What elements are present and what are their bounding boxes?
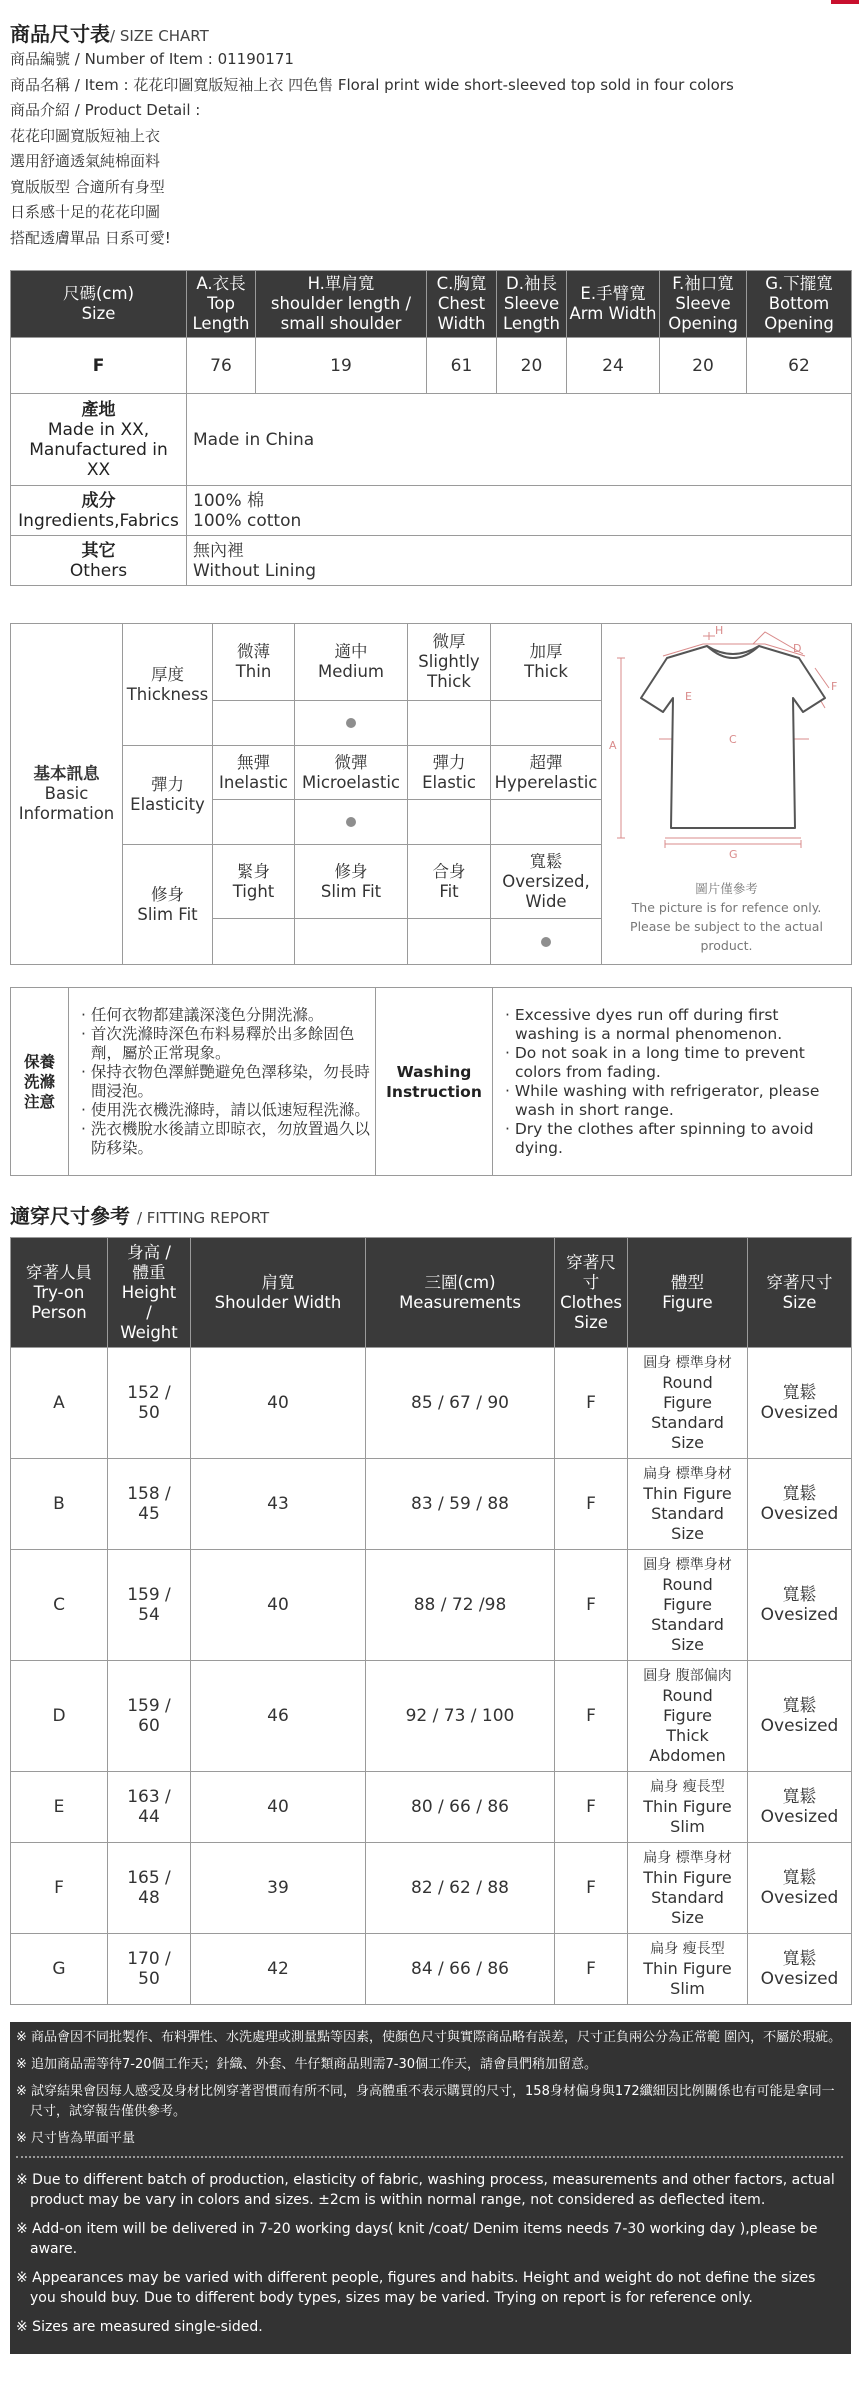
size-chart-title bbox=[10, 18, 851, 47]
clothes-size: F bbox=[555, 1661, 628, 1772]
option-fit: 合身 Fit bbox=[408, 845, 491, 919]
figure: 圓身 腹部偏肉 Round Figure Thick Abdomen bbox=[628, 1661, 748, 1772]
washing-row bbox=[11, 988, 852, 1176]
list-item: · 洗衣機脫水後請立即晾衣，勿放置過久以防移染。 bbox=[81, 1119, 370, 1157]
fit-size: 寬鬆 Ovesized bbox=[748, 1459, 852, 1550]
person-e: E bbox=[11, 1772, 108, 1843]
height-weight: 159 / 54 bbox=[108, 1550, 191, 1661]
note-en: ※ Due to different batch of production, elasticity of fabric, washing process, measurements and other factors, actual product may be vary in colors and sizes. ±2cm is within normal range, not considered as deflected item. bbox=[16, 2172, 835, 2208]
sleeve-length-value: 20 bbox=[497, 338, 567, 394]
list-item: · 任何衣物都建議深淺色分開洗滌。 bbox=[81, 1005, 324, 1024]
washing-instruction-label: Washing Instruction bbox=[376, 988, 493, 1176]
col-bottom-opening: G.下擺寬 Bottom Opening bbox=[747, 271, 852, 338]
others-row bbox=[11, 536, 852, 586]
product-detail-heading: 商品介紹 / Product Detail : bbox=[10, 101, 201, 119]
shoulder-value: 19 bbox=[256, 338, 427, 394]
person-d: D bbox=[11, 1661, 108, 1772]
notes-en bbox=[16, 2170, 843, 2337]
col-fit-size: 穿著尺寸 Size bbox=[748, 1238, 852, 1348]
option-elastic: 彈力 Elastic bbox=[408, 746, 491, 800]
height-weight: 165 / 48 bbox=[108, 1843, 191, 1934]
product-detail-line: 日系感十足的花花印圖 bbox=[10, 203, 161, 221]
title-en: / SIZE CHART bbox=[110, 27, 209, 45]
option-oversized: 寬鬆 Oversized, Wide bbox=[491, 845, 602, 919]
item-number: 商品編號 / Number of Item : 01190171 bbox=[10, 50, 294, 68]
col-shoulder: H.單肩寬 shoulder length / small shoulder bbox=[256, 271, 427, 338]
list-item: · Excessive dyes run off during first washing is a normal phenomenon. bbox=[505, 1005, 783, 1043]
diagram-label-a: A bbox=[608, 739, 617, 752]
table-row bbox=[11, 1550, 852, 1661]
clothes-size: F bbox=[555, 1348, 628, 1459]
figure: 扁身 瘦長型 Thin Figure Slim bbox=[628, 1772, 748, 1843]
table-row bbox=[11, 1348, 852, 1459]
elasticity-label: 彈力 Elasticity bbox=[123, 746, 213, 845]
shoulder-width: 40 bbox=[191, 1550, 366, 1661]
list-item: · Do not soak in a long time to prevent colors from fading. bbox=[505, 1043, 805, 1081]
arm-width-value: 24 bbox=[567, 338, 660, 394]
measurements: 83 / 59 / 88 bbox=[366, 1459, 555, 1550]
measurements: 82 / 62 / 88 bbox=[366, 1843, 555, 1934]
notes-divider bbox=[16, 2156, 843, 2158]
figure: 圓身 標準身材 Round Figure Standard Size bbox=[628, 1550, 748, 1661]
fit-size: 寬鬆 Ovesized bbox=[748, 1934, 852, 2005]
table-row bbox=[11, 1772, 852, 1843]
ingredients-value: 100% 棉 100% cotton bbox=[187, 486, 852, 536]
fit-size: 寬鬆 Ovesized bbox=[748, 1348, 852, 1459]
item-name: 商品名稱 / Item : 花花印圖寬版短袖上衣 四色售 Floral print wide short-sleeved top sold in four colors bbox=[10, 75, 734, 94]
note-cn: ※ 尺寸皆為單面平量 bbox=[16, 2131, 136, 2146]
bottom-opening-value: 62 bbox=[747, 338, 852, 394]
figure: 圓身 標準身材 Round Figure Standard Size bbox=[628, 1348, 748, 1459]
fit-size: 寬鬆 Ovesized bbox=[748, 1772, 852, 1843]
origin-value: Made in China bbox=[187, 394, 852, 486]
list-item: · 使用洗衣機洗滌時，請以低速短程洗滌。 bbox=[81, 1100, 370, 1119]
clothes-size: F bbox=[555, 1550, 628, 1661]
col-person: 穿著人員 Try-on Person bbox=[11, 1238, 108, 1348]
garment-diagram bbox=[602, 624, 852, 965]
thickness-options-row bbox=[11, 624, 852, 701]
shoulder-width: 40 bbox=[191, 1348, 366, 1459]
origin-label: 產地 Made in XX, Manufactured in XX bbox=[11, 394, 187, 486]
option-thick: 加厚 Thick bbox=[491, 624, 602, 701]
option-inelastic: 無彈 Inelastic bbox=[213, 746, 295, 800]
measurements: 80 / 66 / 86 bbox=[366, 1772, 555, 1843]
size-table-header bbox=[11, 271, 852, 338]
list-item: · 首次洗滌時深色布料易釋於出多餘固色劑，屬於正常現象。 bbox=[81, 1024, 355, 1062]
basic-info-table bbox=[10, 623, 852, 965]
col-measurements: 三圍(cm) Measurements bbox=[366, 1238, 555, 1348]
diagram-label-c: C bbox=[728, 733, 737, 746]
sleeve-opening-value: 20 bbox=[660, 338, 747, 394]
col-shoulder-width: 肩寬 Shoulder Width bbox=[191, 1238, 366, 1348]
product-detail-line: 寬版版型 合適所有身型 bbox=[10, 177, 165, 196]
slim-fit-label: 修身 Slim Fit bbox=[123, 845, 213, 965]
fitting-report-title: 適穿尺寸參考 / FITTING REPORT bbox=[10, 1204, 270, 1228]
shoulder-width: 42 bbox=[191, 1934, 366, 2005]
figure: 扁身 標準身材 Thin Figure Standard Size bbox=[628, 1843, 748, 1934]
top-length-value: 76 bbox=[187, 338, 256, 394]
shoulder-width: 43 bbox=[191, 1459, 366, 1550]
basic-info-label: 基本訊息 Basic Information bbox=[11, 624, 123, 965]
shoulder-width: 40 bbox=[191, 1772, 366, 1843]
diagram-label-f: F bbox=[830, 680, 837, 693]
note-cn: ※ 商品會因不同批製作、布料彈性、水洗處理或測量點等因素，使顏色尺寸與實際商品略有誤差，尺寸正負兩公分為正常範 圍內，不屬於瑕疵。 bbox=[16, 2030, 842, 2045]
option-thin: 微薄 Thin bbox=[213, 624, 295, 701]
size-value: F bbox=[11, 338, 187, 394]
product-header bbox=[10, 0, 851, 251]
col-size: 尺碼(cm) Size bbox=[11, 271, 187, 338]
measurements: 88 / 72 /98 bbox=[366, 1550, 555, 1661]
fit-size: 寬鬆 Ovesized bbox=[748, 1661, 852, 1772]
others-value: 無內裡 Without Lining bbox=[187, 536, 852, 586]
person-g: G bbox=[11, 1934, 108, 2005]
option-slim-fit: 修身 Slim Fit bbox=[295, 845, 408, 919]
col-chest: C.胸寬 Chest Width bbox=[427, 271, 497, 338]
height-weight: 163 / 44 bbox=[108, 1772, 191, 1843]
note-en: ※ Sizes are measured single-sided. bbox=[16, 2319, 263, 2335]
fitting-table-header bbox=[11, 1238, 852, 1348]
height-weight: 170 / 50 bbox=[108, 1934, 191, 2005]
t-shirt-diagram bbox=[603, 624, 851, 874]
note-en: ※ Appearances may be varied with different people, figures and habits. Height and weight do not define the sizes you should buy. Due to different body types, sizes may be varied. Trying on report is for reference only. bbox=[16, 2270, 816, 2306]
col-top-length: A.衣長 Top Length bbox=[187, 271, 256, 338]
height-weight: 158 / 45 bbox=[108, 1459, 191, 1550]
clothes-size: F bbox=[555, 1772, 628, 1843]
diagram-label-h: H bbox=[714, 624, 723, 637]
height-weight: 159 / 60 bbox=[108, 1661, 191, 1772]
figure: 扁身 瘦長型 Thin Figure Slim bbox=[628, 1934, 748, 2005]
measurements: 85 / 67 / 90 bbox=[366, 1348, 555, 1459]
col-figure: 體型 Figure bbox=[628, 1238, 748, 1348]
col-sleeve-length: D.袖長 Sleeve Length bbox=[497, 271, 567, 338]
list-item: · 保持衣物色澤鮮艷避免色澤移染，勿長時間浸泡。 bbox=[81, 1062, 370, 1100]
notes-panel bbox=[10, 2022, 851, 2354]
table-row bbox=[11, 1934, 852, 2005]
col-clothes-size: 穿著尺 寸 Clothes Size bbox=[555, 1238, 628, 1348]
others-label: 其它 Others bbox=[11, 536, 187, 586]
size-table bbox=[10, 270, 852, 586]
washing-label-cn: 保養 洗滌 注意 bbox=[11, 988, 69, 1176]
measurements: 92 / 73 / 100 bbox=[366, 1661, 555, 1772]
fit-size: 寬鬆 Ovesized bbox=[748, 1843, 852, 1934]
table-row bbox=[11, 1843, 852, 1934]
fit-size: 寬鬆 Ovesized bbox=[748, 1550, 852, 1661]
person-c: C bbox=[11, 1550, 108, 1661]
option-tight: 緊身 Tight bbox=[213, 845, 295, 919]
ingredients-row bbox=[11, 486, 852, 536]
table-row bbox=[11, 1459, 852, 1550]
selected-dot-icon bbox=[346, 817, 356, 827]
col-arm-width: E.手臂寬 Arm Width bbox=[567, 271, 660, 338]
person-b: B bbox=[11, 1459, 108, 1550]
washing-list-cn bbox=[69, 988, 376, 1176]
person-a: A bbox=[11, 1348, 108, 1459]
option-microelastic: 微彈 Microelastic bbox=[295, 746, 408, 800]
table-row bbox=[11, 338, 852, 394]
selected-dot-icon bbox=[346, 718, 356, 728]
measurements: 84 / 66 / 86 bbox=[366, 1934, 555, 2005]
ingredients-label: 成分 Ingredients,Fabrics bbox=[11, 486, 187, 536]
height-weight: 152 / 50 bbox=[108, 1348, 191, 1459]
table-row bbox=[11, 1661, 852, 1772]
note-en: ※ Add-on item will be delivered in 7-20 working days( knit /coat/ Denim items needs 7-30 working day ),please be aware. bbox=[16, 2221, 818, 2257]
shoulder-width: 39 bbox=[191, 1843, 366, 1934]
note-cn: ※ 試穿結果會因每人感受及身材比例穿著習慣而有所不同，身高體重不表示購買的尺寸，158身材偏身與172纖細因比例關係也有可能是拿同一尺寸，試穿報告僅供參考。 bbox=[16, 2084, 835, 2119]
product-detail-line: 搭配透膚單品 日系可愛! bbox=[10, 228, 171, 247]
diagram-label-d: D bbox=[792, 642, 801, 655]
list-item: · Dry the clothes after spinning to avoid dying. bbox=[505, 1119, 814, 1157]
list-item: · While washing with refrigerator, please wash in short range. bbox=[505, 1081, 820, 1119]
col-sleeve-opening: F.袖口寬 Sleeve Opening bbox=[660, 271, 747, 338]
note-cn: ※ 追加商品需等待7-20個工作天；針織、外套、牛仔類商品則需7-30個工作天，請會員們稍加留意。 bbox=[16, 2057, 598, 2072]
option-slightly-thick: 微厚 Slightly Thick bbox=[408, 624, 491, 701]
product-detail-line: 選用舒適透氣純棉面料 bbox=[10, 152, 161, 170]
title-cn: 商品尺寸表 bbox=[10, 22, 110, 46]
diagram-note: 圖片僅參考 The picture is for refence only. Please be subject to the actual product. bbox=[630, 881, 823, 953]
option-hyperelastic: 超彈 Hyperelastic bbox=[491, 746, 602, 800]
figure: 扁身 標準身材 Thin Figure Standard Size bbox=[628, 1459, 748, 1550]
clothes-size: F bbox=[555, 1843, 628, 1934]
clothes-size: F bbox=[555, 1934, 628, 2005]
shoulder-width: 46 bbox=[191, 1661, 366, 1772]
person-f: F bbox=[11, 1843, 108, 1934]
washing-table bbox=[10, 987, 852, 1176]
diagram-label-g: G bbox=[728, 848, 738, 861]
fitting-table bbox=[10, 1237, 852, 2005]
accent-bar bbox=[831, 0, 859, 4]
col-height-weight: 身高 / 體重 Height / Weight bbox=[108, 1238, 191, 1348]
option-medium: 適中 Medium bbox=[295, 624, 408, 701]
diagram-label-e: E bbox=[684, 690, 692, 703]
product-detail-line: 花花印圖寬版短袖上衣 bbox=[10, 126, 161, 145]
thickness-label: 厚度 Thickness bbox=[123, 624, 213, 746]
washing-list-en bbox=[493, 988, 852, 1176]
origin-row bbox=[11, 394, 852, 486]
chest-value: 61 bbox=[427, 338, 497, 394]
selected-dot-icon bbox=[541, 937, 551, 947]
clothes-size: F bbox=[555, 1459, 628, 1550]
